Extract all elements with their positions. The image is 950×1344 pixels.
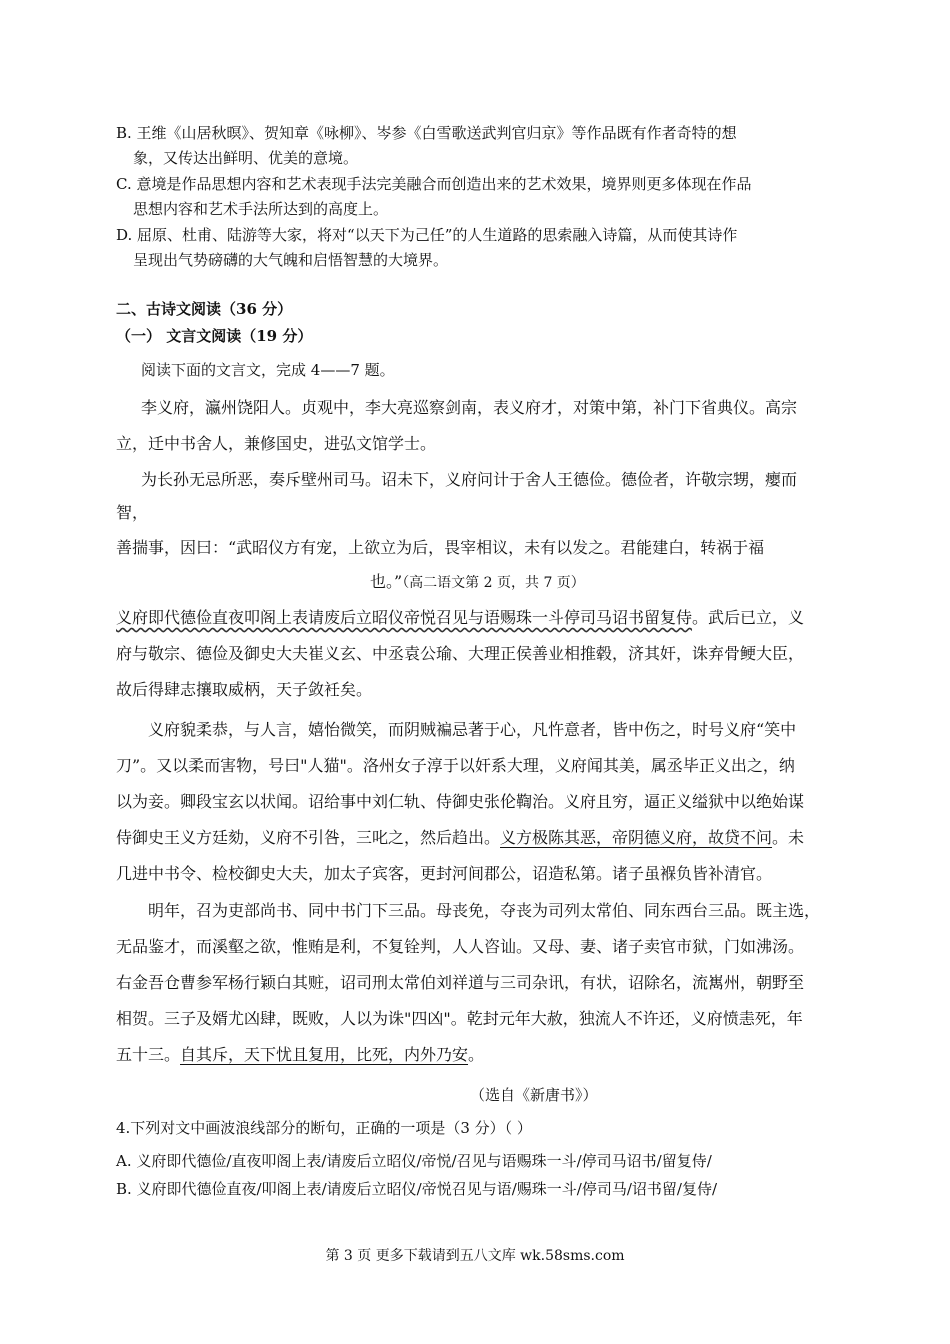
option-b-line2: 象，又传达出鲜明、优美的意境。 xyxy=(133,149,359,167)
passage-p4-line5-b: 。 xyxy=(468,1045,485,1064)
passage-p3-line4-b: 。未 xyxy=(772,828,805,847)
passage-p1-line2: 立，迁中书舍人，兼修国史，进弘文馆学士。 xyxy=(116,434,437,453)
passage-p2-line3: 善揣事，因曰：“武昭仪方有宠，上欲立为后，畏宰相议，未有以发之。君能建白，转祸于福 xyxy=(116,538,765,557)
passage-p4-line1: 明年，召为吏部尚书、同中书门下三品。母丧免，夺丧为司列太常伯、同东西台三品。既主选， xyxy=(148,901,821,920)
passage-p2-line4 xyxy=(370,571,585,594)
question-4-stem: 4.下列对文中画波浪线部分的断句，正确的一项是（3 分）（ ） xyxy=(116,1119,532,1137)
option-c-line1: C. 意境是作品思想内容和艺术表现手法完美融合而创造出来的艺术效果，境界则更多体现在作品 xyxy=(116,175,752,193)
passage-p3-line4 xyxy=(116,827,804,849)
question-4-option-b: B. 义府即代德俭直夜/叩阁上表/请废后立昭仪/帝悦召见与语/赐珠一斗/停司马/诏书留/复侍/ xyxy=(116,1180,717,1198)
passage-source: （选自《新唐书》） xyxy=(470,1086,598,1104)
instruction: 阅读下面的文言文，完成 4——7 题。 xyxy=(141,361,395,379)
passage-p2-line7: 故后得肆志攘取威柄，天子敛衽矣。 xyxy=(116,680,373,699)
passage-p1-line1: 李义府，瀛州饶阳人。贞观中，李大亮巡察剑南，表义府才，对策中第，补门下省典仪。高宗 xyxy=(141,398,798,417)
page-note: （高二语文第 2 页，共 7 页） xyxy=(402,575,585,591)
passage-p2-line2: 智， xyxy=(116,503,149,522)
passage-p2-line5-rest: 。武后已立，义 xyxy=(692,608,805,627)
passage-p2-line5 xyxy=(116,607,804,629)
passage-p3-line1: 义府貌柔恭，与人言，嬉怡微笑，而阴贼褊忌著于心，凡忤意者，皆中伤之，时号义府“笑中 xyxy=(148,720,797,739)
option-d-line2: 呈现出气势磅礴的大气魄和启悟智慧的大境界。 xyxy=(133,251,449,269)
page-footer: 第 3 页 更多下载请到五八文库 wk.58sms.com xyxy=(325,1248,625,1264)
passage-p4-line3: 右金吾仓曹参军杨行颖白其赃，诏司刑太常伯刘祥道与三司杂讯，有状，诏除名，流嶲州，朝野至 xyxy=(116,973,805,992)
passage-p2-line1: 为长孙无忌所恶，奏斥壁州司马。诏未下，义府问计于舍人王德俭。德俭者，许敬宗甥，瘿而 xyxy=(141,470,798,489)
passage-p3-line3: 以为妾。卿段宝玄以状闻。诏给事中刘仁轨、侍御史张伦鞫治。义府且穷，逼正义缢狱中以绝始谋 xyxy=(116,792,805,811)
sub-heading: （一） 文言文阅读（19 分） xyxy=(116,327,313,345)
passage-p4-line5-a: 五十三。 xyxy=(116,1045,181,1064)
underlined-sentence-2: 自其斥，天下忧且复用，比死，内外乃安 xyxy=(180,1045,469,1064)
underlined-sentence-1: 义方极陈其恶，帝阴德义府，故贷不问 xyxy=(500,828,773,847)
section-heading: 二、古诗文阅读（36 分） xyxy=(116,300,293,318)
option-c-line2: 思想内容和艺术手法所达到的高度上。 xyxy=(133,200,389,218)
passage-p3-line2: 刀”。又以柔而害物，号曰"人猫"。洛州女子淳于以奸系大理，义府闻其美，属丞毕正义出之，纳 xyxy=(116,756,795,775)
wavy-underlined-sentence: 义府即代德俭直夜叩阁上表请废后立昭仪帝悦召见与语赐珠一斗停司马诏书留复侍 xyxy=(116,608,693,627)
passage-p2-line6: 府与敬宗、德俭及御史大夫崔义玄、中丞袁公瑜、大理正侯善业相推毂，济其奸，诛弃骨鲠大臣， xyxy=(116,644,805,663)
passage-p3-line4-a: 侍御史王义方廷劾，义府不引咎，三叱之，然后趋出。 xyxy=(116,828,501,847)
passage-p3-line5: 几进中书令、检校御史大夫，加太子宾客，更封河间郡公，诏造私第。诸子虽褓负皆补清官。 xyxy=(116,864,773,883)
passage-p4-line5 xyxy=(116,1044,484,1066)
option-b-line1: B. 王维《山居秋暝》、贺知章《咏柳》、岑参《白雪歌送武判官归京》等作品既有作者奇特的想 xyxy=(116,124,737,142)
question-4-option-a: A. 义府即代德俭/直夜叩阁上表/请废后立昭仪/帝悦/召见与语赐珠一斗/停司马诏书/留复侍/ xyxy=(116,1152,712,1170)
passage-p4-line4: 相贺。三子及婿尤凶肆，既败，人以为诛"四凶"。乾封元年大赦，独流人不许还，义府愤恚死，年 xyxy=(116,1009,803,1028)
passage-p4-line2: 无品鉴才，而溪壑之欲，惟贿是利，不复铨判，人人咨讪。又母、妻、诸子卖官市狱，门如沸汤。 xyxy=(116,937,805,956)
option-d-line1: D. 屈原、杜甫、陆游等大家，将对“以天下为己任”的人生道路的思索融入诗篇，从而使其诗作 xyxy=(116,226,738,244)
passage-p2-line4-text: 也。” xyxy=(370,572,403,591)
